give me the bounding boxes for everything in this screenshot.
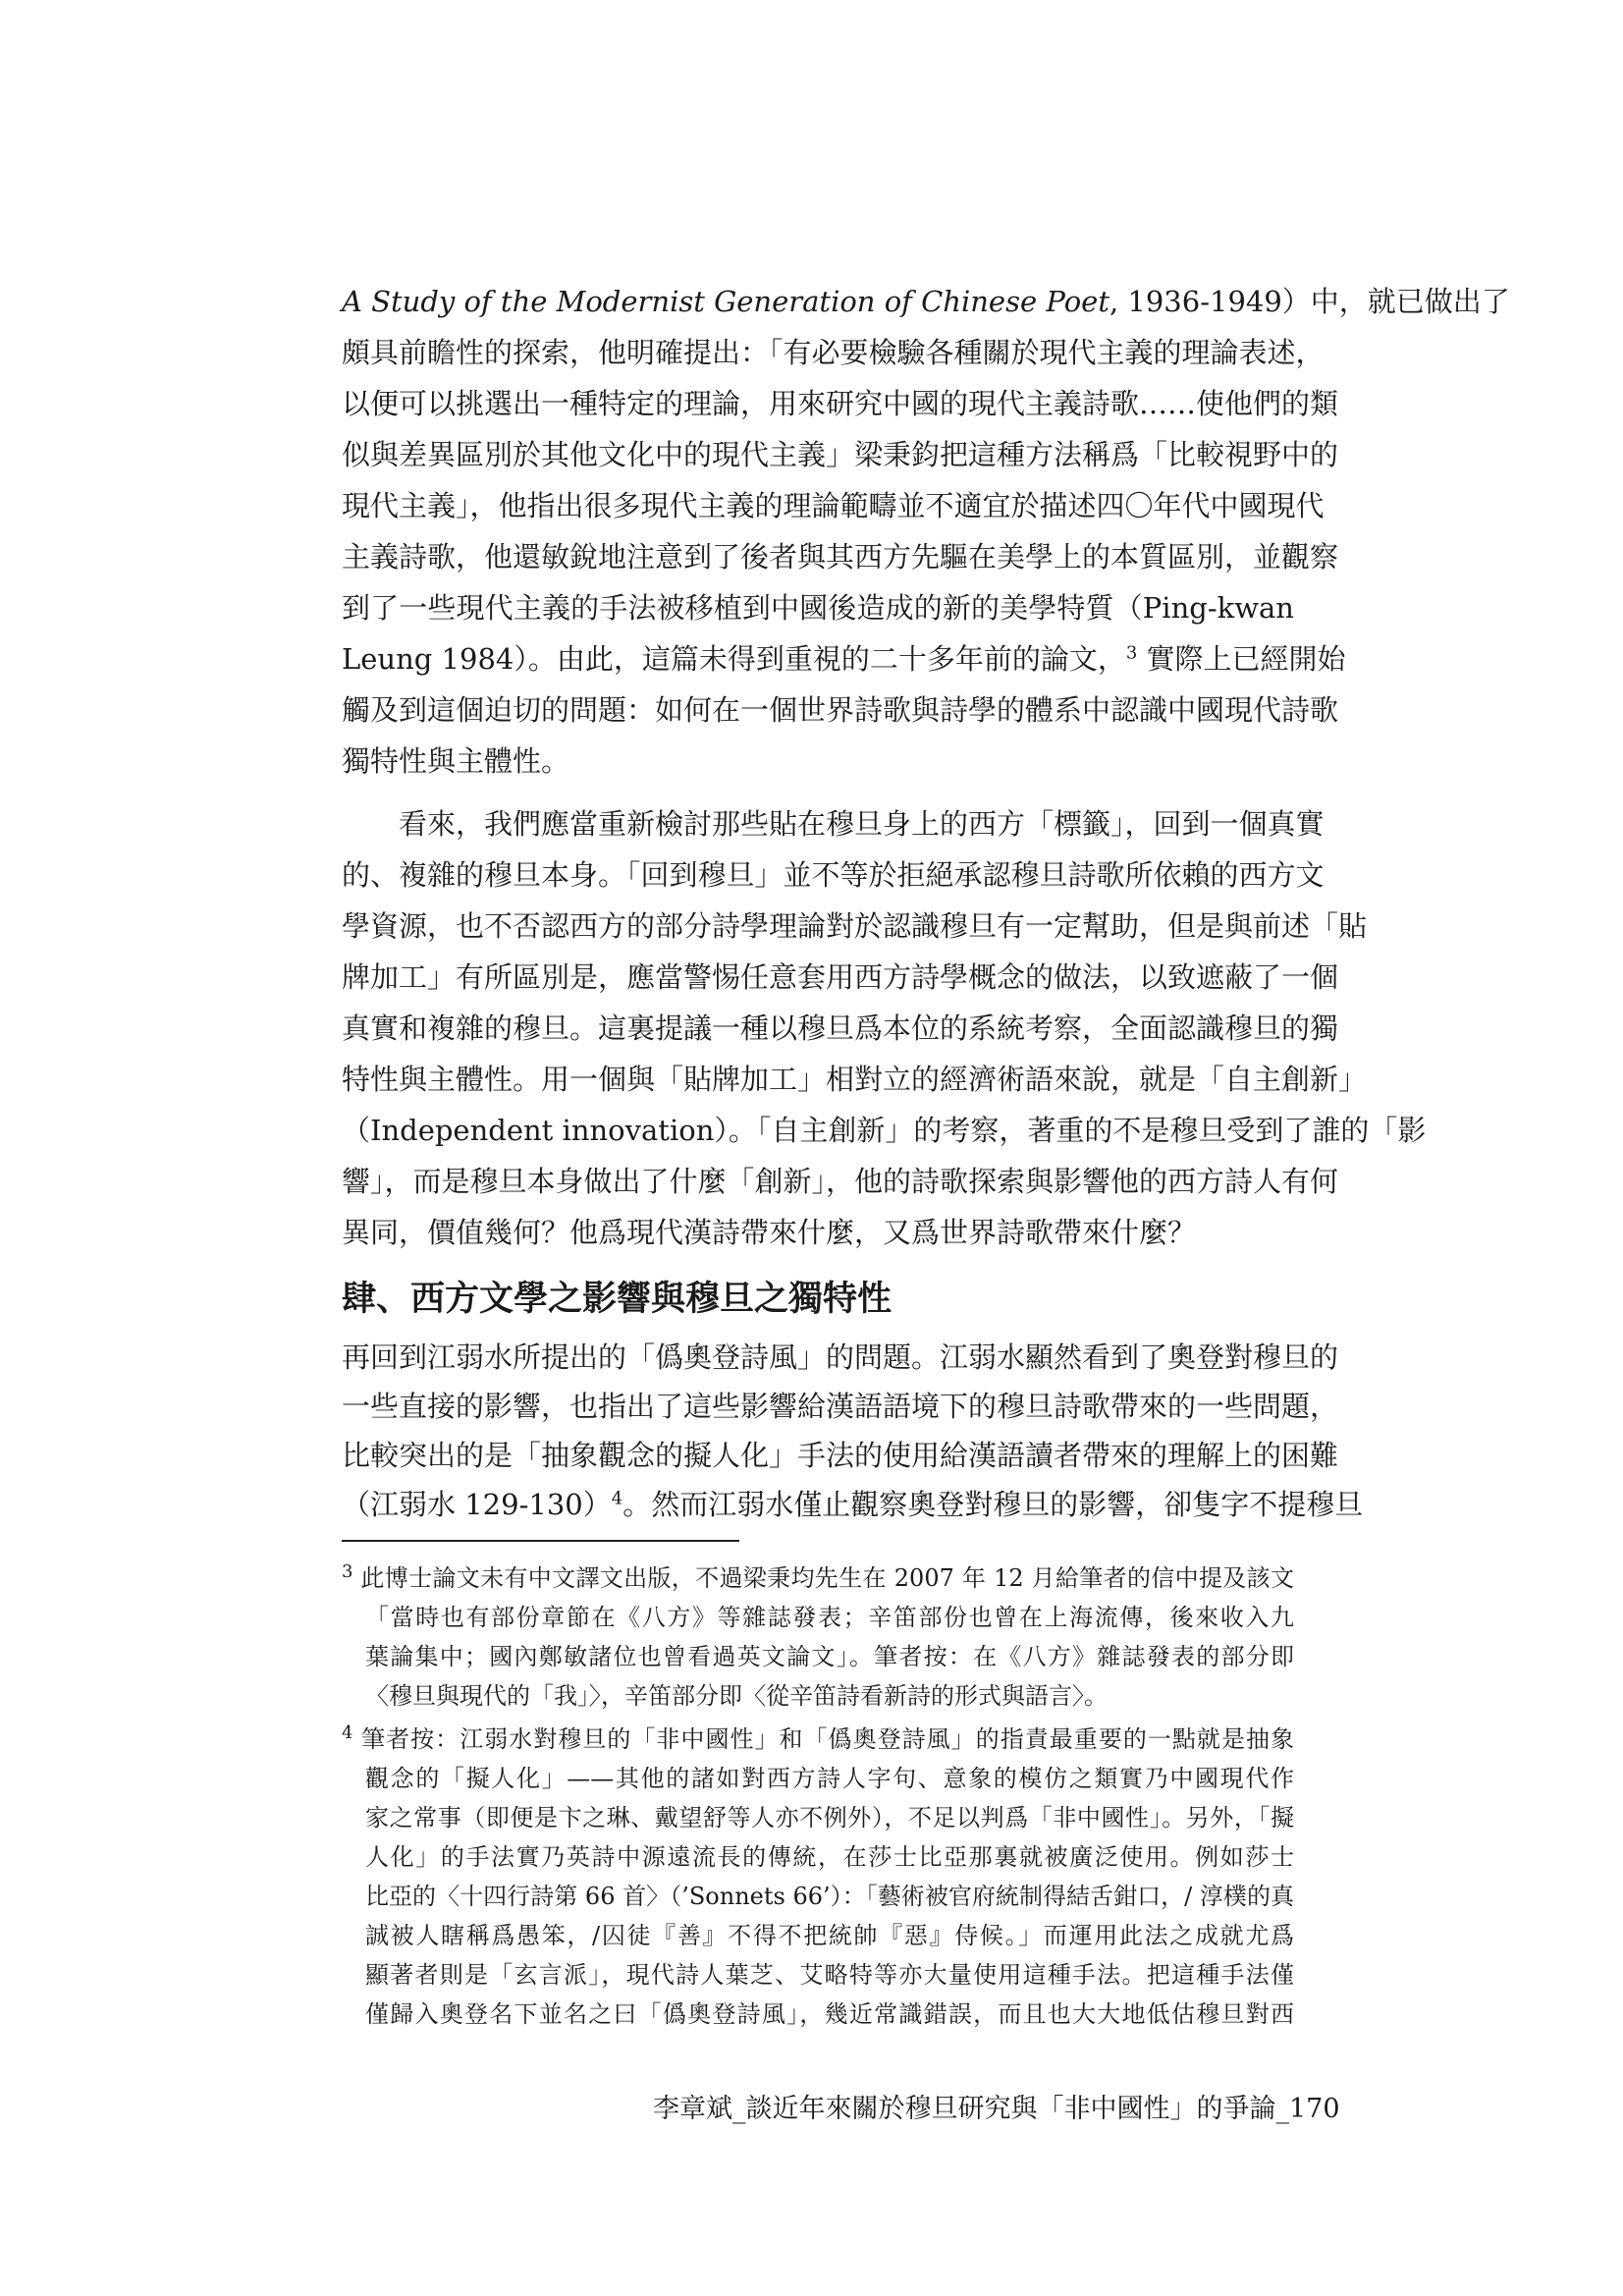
paragraph-1-line-2: 頗具前瞻性的探索，他明確提出：「有必要檢驗各種關於現代主義的理論表述， [342, 336, 1325, 369]
paragraph-1-line-3: 以便可以挑選出一種特定的理論，用來研究中國的現代主義詩歌……使他們的類 [342, 387, 1339, 420]
footnote-ref-4: 4 [611, 1488, 623, 1509]
paragraph-1-line-10: 獨特性與主體性。 [342, 744, 570, 778]
footnote-4-line-4: 人化」的手法實乃英詩中源遠流長的傳統，在莎士比亞那裏就被廣泛使用。例如莎士 [365, 1843, 1294, 1871]
footnote-3-line-2: 「當時也有部份章節在《八方》等雜誌發表；辛笛部份也曾在上海流傳，後來收入九 [365, 1604, 1294, 1631]
paragraph-1-line-1: A Study of the Modernist Generation of Chinese Poet, 1936-1949）中，就已做出了 [342, 285, 1510, 318]
footnote-3-number: 3 [342, 1561, 353, 1582]
footnote-4-number: 4 [342, 1722, 353, 1743]
paragraph-2-line-2: 的、複雜的穆旦本身。「回到穆旦」並不等於拒絕承認穆旦詩歌所依賴的西方文 [342, 858, 1325, 892]
footnote-4-line-6: 誠被人瞎稱爲愚笨，/囚徒『善』不得不把統帥『惡』侍候。」而運用此法之成就尤爲 [365, 1922, 1294, 1949]
footnote-4-line-7: 顯著者則是「玄言派」，現代詩人葉芝、艾略特等亦大量使用這種手法。把這種手法僅 [365, 1961, 1294, 1989]
paragraph-2-line-4: 牌加工」有所區別是，應當警惕任意套用西方詩學概念的做法，以致遮蔽了一個 [342, 960, 1339, 994]
paragraph-2-line-9: 異同，價值幾何？他爲現代漢詩帶來什麼，又爲世界詩歌帶來什麼？ [342, 1216, 1197, 1249]
paragraph-1-line-7: 到了一些現代主義的手法被移植到中國後造成的新的美學特質（Ping-kwan [342, 591, 1294, 625]
footnote-3-line-1: $^3$ 此博士論文未有中文譯文出版，不過梁秉均先生在 2007 年 12 月給筆者的信中提及該文 [342, 1561, 1294, 1592]
footnote-3-line-4: 〈穆旦與現代的「我」〉，辛笛部分即〈從辛笛詩看新詩的形式與語言〉。 [365, 1682, 1108, 1710]
paragraph-1-line-5: 現代主義」，他指出很多現代主義的理論範疇並不適宜於描述四〇年代中國現代 [342, 489, 1325, 522]
footnote-4-line-1: $^4$ 筆者按：江弱水對穆旦的「非中國性」和「僞奧登詩風」的指責最重要的一點就是抽象 [342, 1722, 1294, 1753]
footnote-3-line-3: 葉論集中；國內鄭敏諸位也曾看過英文論文」。筆者按：在《八方》雜誌發表的部分即 [365, 1643, 1294, 1670]
section-heading: 肆、西方文學之影響與穆旦之獨特性 [342, 1280, 893, 1319]
paragraph-3-line-2: 一些直接的影響，也指出了這些影響給漢語語境下的穆旦詩歌帶來的一些問題， [342, 1390, 1339, 1423]
footnote-4-line-2: 觀念的「擬人化」——其他的諸如對西方詩人字句、意象的模仿之類實乃中國現代作 [365, 1765, 1294, 1792]
paragraph-2-line-7: （Independent innovation）。「自主創新」的考察，著重的不是穆旦受到了誰的「影 [342, 1114, 1427, 1147]
paragraph-2-line-3: 學資源，也不否認西方的部分詩學理論對於認識穆旦有一定幫助，但是與前述「貼 [342, 909, 1368, 943]
footnote-4-line-8: 僅歸入奧登名下並名之曰「僞奧登詩風」，幾近常識錯誤，而且也大大地低估穆旦對西 [365, 2000, 1294, 2028]
paragraph-2-line-6: 特性與主體性。用一個與「貼牌加工」相對立的經濟術語來說，就是「自主創新」 [342, 1063, 1368, 1096]
footnote-rule [342, 1540, 739, 1542]
paragraph-1-line-6: 主義詩歌，他還敏銳地注意到了後者與其西方先驅在美學上的本質區別，並觀察 [342, 540, 1339, 574]
paragraph-3-line-3: 比較突出的是「抽象觀念的擬人化」手法的使用給漢語讀者帶來的理解上的困難 [342, 1439, 1339, 1472]
paragraph-1-line-4: 似與差異區別於其他文化中的現代主義」梁秉鈞把這種方法稱爲「比較視野中的 [342, 438, 1339, 471]
page-footer: 李章斌_談近年來關於穆旦研究與「非中國性」的爭論_170 [653, 2094, 1340, 2124]
paragraph-2-line-1: 看來，我們應當重新檢討那些貼在穆旦身上的西方「標籤」，回到一個真實 [399, 807, 1325, 841]
paragraph-2-line-5: 真實和複雜的穆旦。這裏提議一種以穆旦爲本位的系統考察，全面認識穆旦的獨 [342, 1011, 1339, 1045]
footnote-4-line-5: 比亞的〈十四行詩第 66 首〉（’Sonnets 66’）：「藝術被官府統制得結舌鉗口，/ 淳樸的真 [365, 1883, 1294, 1910]
footnote-4-line-3: 家之常事（即便是卞之琳、戴望舒等人亦不例外），不足以判爲「非中國性」。另外，「擬 [365, 1804, 1294, 1831]
paragraph-1-line-9: 觸及到這個迫切的問題：如何在一個世界詩歌與詩學的體系中認識中國現代詩歌 [342, 693, 1339, 727]
paragraph-3-line-4: （江弱水 129-130）$^4$。然而江弱水僅止觀察奧登對穆旦的影響，卻隻字不提穆旦 [342, 1488, 1364, 1521]
footnote-ref-3: 3 [1125, 642, 1138, 664]
paragraph-1-line-8: Leung 1984）。由此，這篇未得到重視的二十多年前的論文，$^3$ 實際上已經開始 [342, 642, 1346, 676]
paragraph-3-line-1: 再回到江弱水所提出的「僞奧登詩風」的問題。江弱水顯然看到了奧登對穆旦的 [342, 1340, 1339, 1374]
paragraph-2-line-8: 響」，而是穆旦本身做出了什麼「創新」，他的詩歌探索與影響他的西方詩人有何 [342, 1165, 1339, 1198]
